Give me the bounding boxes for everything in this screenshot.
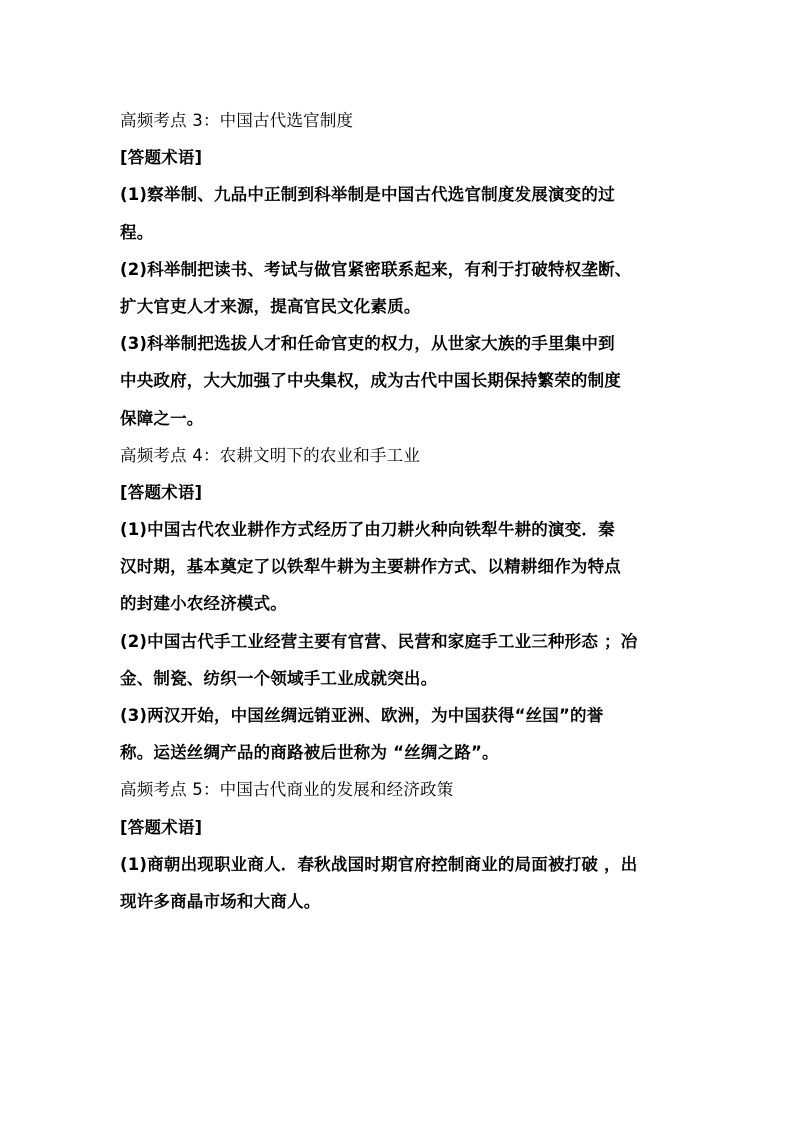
term-label: [答题术语] [120, 482, 203, 502]
document-page [120, 102, 680, 920]
paragraph-line: 的封建小农经济模式。 [120, 594, 287, 614]
section-heading: 高频考点 5：中国古代商业的发展和经济政策 [120, 780, 454, 800]
paragraph-line: (3)科举制把选拔人才和任命官吏的权力，从世家大族的手里集中到 [120, 334, 615, 354]
paragraph-line: 程。 [120, 222, 154, 242]
section-heading: 高频考点 4：农耕文明下的农业和手工业 [120, 445, 421, 465]
paragraph-line: (3)两汉开始，中国丝绸远销亚洲、欧洲，为中国获得“丝国”的誉 [120, 706, 604, 725]
paragraph-line: 中央政府，大大加强了中央集权，成为古代中国长期保持繁荣的制度 [120, 371, 621, 391]
paragraph-line: 汉时期，基本奠定了以铁犁牛耕为主要耕作方式、以精耕细作为特点 [120, 557, 621, 577]
paragraph-line: 现许多商晶市场和大商人。 [120, 891, 321, 911]
section-heading: 高频考点 3：中国古代选官制度 [120, 111, 354, 130]
term-label: [答题术语] [120, 148, 203, 168]
paragraph-line: 金、制瓷、纺织一个领域手工业成就突出。 [120, 668, 438, 688]
paragraph-line: (2)中国古代手工业经营主要有官营、民营和家庭手工业三种形态 ；冶 [120, 631, 638, 651]
paragraph-line: 保障之一。 [120, 408, 204, 428]
term-label: [答题术语] [120, 817, 203, 837]
paragraph-line: (1)察举制、九品中正制到科举制是中国古代选官制度发展演变的过 [120, 185, 615, 205]
paragraph-line: 扩大官吏人才来源，提高官民文化素质。 [120, 296, 421, 316]
paragraph-line: (2)科举制把读书、考试与做官紧密联系起来，有利于打破特权垄断、 [120, 259, 632, 279]
paragraph-line: (1)中国古代农业耕作方式经历了由刀耕火种向铁犁牛耕的演变．秦 [120, 520, 615, 540]
paragraph-line: 称。运送丝绸产品的商路被后世称为 “丝绸之路”。 [120, 743, 499, 763]
paragraph-line: (1)商朝出现职业商人．春秋战国时期官府控制商业的局面被打破 ，出 [120, 854, 638, 874]
